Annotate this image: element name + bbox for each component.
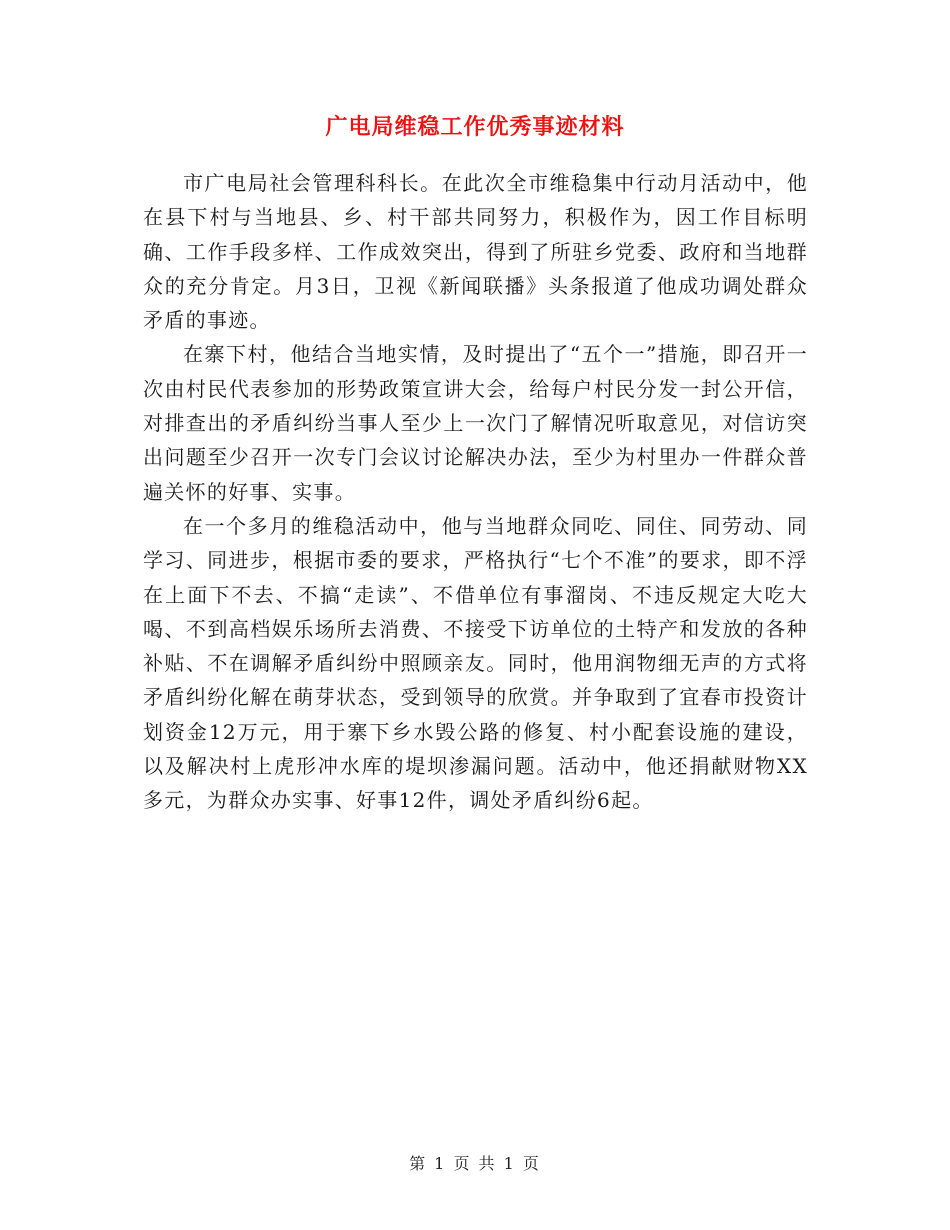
page-number-footer: 第 1 页 共 1 页 xyxy=(409,1154,541,1173)
document-title: 广电局维稳工作优秀事迹材料 xyxy=(325,115,625,140)
document-body xyxy=(143,166,808,818)
paragraph-1: 市广电局社会管理科科长。在此次全市维稳集中行动月活动中，他在县下村与当地县、乡、村干部共同努力，积极作为，因工作目标明确、工作手段多样、工作成效突出，得到了所驻乡党委、政府和当地群众的充分肯定。月3日，卫视《新闻联播》头条报道了他成功调处群众矛盾的事迹。 xyxy=(143,171,808,333)
paragraph-2: 在寨下村，他结合当地实情，及时提出了“五个一”措施，即召开一次由村民代表参加的形势政策宣讲大会，给每户村民分发一封公开信，对排查出的矛盾纠纷当事人至少上一次门了解情况听取意见，对信访突出问题至少召开一次专门会议讨论解决办法，至少为村里办一件群众普遍关怀的好事、实事。 xyxy=(143,342,808,504)
paragraph-3: 在一个多月的维稳活动中，他与当地群众同吃、同住、同劳动、同学习、同进步，根据市委的要求，严格执行“七个不准”的要求，即不浮在上面下不去、不搞“走读”、不借单位有事溜岗、不违反规定大吃大喝、不到高档娱乐场所去消费、不接受下访单位的土特产和发放的各种补贴、不在调解矛盾纠纷中照顾亲友。同时，他用润物细无声的方式将矛盾纠纷化解在萌芽状态，受到领导的欣赏。并争取到了宜春市投资计划资金12万元，用于寨下乡水毁公路的修复、村小配套设施的建设，以及解决村上虎形冲水库的堤坝渗漏问题。活动中，他还捐献财物XX多元，为群众办实事、好事12件，调处矛盾纠纷6起。 xyxy=(143,513,808,813)
